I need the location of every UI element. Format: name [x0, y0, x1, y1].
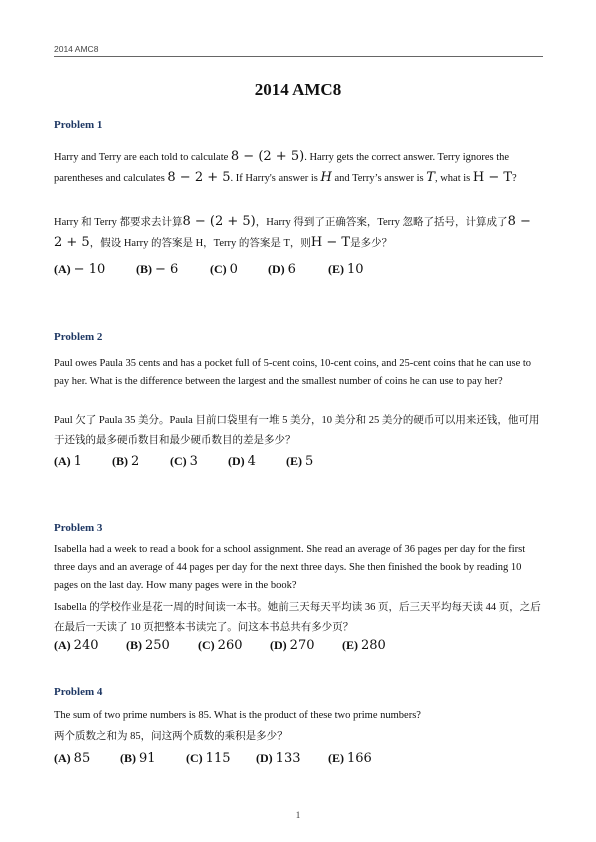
document-title: 2014 AMC8	[254, 80, 342, 99]
math-expression: H − T	[472, 170, 513, 185]
text-run: , what is	[434, 173, 473, 184]
problem-2-chinese: Paul 欠了 Paula 35 美分。Paula 目前口袋里有一堆 5 美分，10 美分和 25 美分的硬币可以用来还钱，他可用于还钱的最多硬币数目和最少硬币数目的差是多少？	[54, 415, 540, 446]
problem-4-english: The sum of two prime numbers is 85. What is the product of these two prime numbers?	[54, 710, 421, 721]
problem-3-choices	[54, 638, 386, 653]
choice-c: (C) 3	[170, 454, 198, 469]
choice-a: (A) 240	[54, 638, 99, 653]
choice-d: (D) 270	[270, 638, 315, 653]
choice-b: (B) − 6	[136, 262, 179, 277]
choice-b: (B) 2	[112, 454, 140, 469]
choice-a: (A) − 10	[54, 262, 106, 277]
choice-c: (C) 260	[198, 638, 243, 653]
math-expression: H − T	[310, 235, 351, 250]
text-run: ，假设 Harry 的答案是 H，Terry 的答案是 T，则	[89, 238, 311, 249]
math-variable	[426, 170, 435, 185]
math-variable	[321, 170, 332, 185]
text-run: Harry 和 Terry 都要求去计算	[54, 217, 183, 228]
problem-3-title: Problem 3	[54, 522, 103, 534]
problem-1-title: Problem 1	[54, 119, 103, 131]
math-expression: 8 − 2 + 5	[167, 170, 231, 185]
problem-3-chinese: Isabella 的学校作业是花一周的时间读一本书。她前三天每天平均读 36 页，后三天平均每天读 44 页，之后在最后一天读了 10 页把整本书读完了。问这本书总共有多少页？	[54, 602, 541, 633]
choice-b: (B) 250	[126, 638, 170, 653]
choice-d: (D) 4	[228, 454, 256, 469]
problem-1-chinese	[54, 212, 542, 254]
problem-1-choices	[54, 262, 364, 277]
choice-e: (E) 166	[328, 751, 372, 766]
problem-2-english: Paul owes Paula 35 cents and has a pocket full of 5-cent coins, 10-cent coins, and 25-cent coins that he can use to pay her. What is the difference between the largest and the smallest number of coins he can use to pay her?	[54, 358, 532, 387]
problem-4-chinese: 两个质数之和为 85，问这两个质数的乘积是多少？	[54, 731, 288, 742]
choice-d: (D) 133	[256, 751, 301, 766]
math-variable-h: H	[320, 170, 332, 185]
page-number: 1	[295, 810, 301, 820]
math-expression: 8 − (2 + 5)	[182, 214, 256, 229]
text-run: 是多少？	[350, 238, 393, 249]
problem-3-english: Isabella had a week to read a book for a school assignment. She read an average of 36 pages per day for the first three days and an average of 44 pages per day for the next three days. She then finished the book by reading 10 pages on the last day. How many pages were in the book?	[54, 544, 526, 591]
problem-4-title: Problem 4	[54, 686, 103, 698]
text-run: ?	[512, 173, 517, 184]
choice-e: (E) 10	[328, 262, 364, 277]
problem-1-english	[54, 147, 542, 189]
choice-c: (C) 115	[186, 751, 231, 766]
choice-a: (A) 85	[54, 751, 91, 766]
text-run: . If Harry's answer is	[230, 173, 321, 184]
text-run: Harry and Terry are each told to calculate	[54, 152, 231, 163]
problem-2-choices	[54, 454, 313, 469]
choice-b: (B) 91	[120, 751, 156, 766]
math-expression: 8 − 2 + 5	[54, 214, 531, 250]
choice-d: (D) 6	[268, 262, 296, 277]
choice-e: (E) 5	[286, 454, 314, 469]
math-expression: 8 − (2 + 5)	[230, 149, 305, 164]
text-run: ，Harry 得到了正确答案，Terry 忽略了括号，计算成了	[255, 217, 508, 228]
choice-a: (A) 1	[54, 454, 82, 469]
choice-c: (C) 0	[210, 262, 238, 277]
text-run: and Terry’s answer is	[331, 173, 427, 184]
problem-2-title: Problem 2	[54, 331, 103, 343]
choice-e: (E) 280	[342, 638, 386, 653]
math-variable-t: T	[426, 170, 435, 185]
running-header: 2014 AMC8	[54, 44, 99, 54]
problem-4-choices	[54, 751, 372, 766]
header-divider	[54, 56, 543, 57]
text-run: . Harry gets the correct answer. Terry ignores the parentheses and calculates	[54, 152, 510, 184]
